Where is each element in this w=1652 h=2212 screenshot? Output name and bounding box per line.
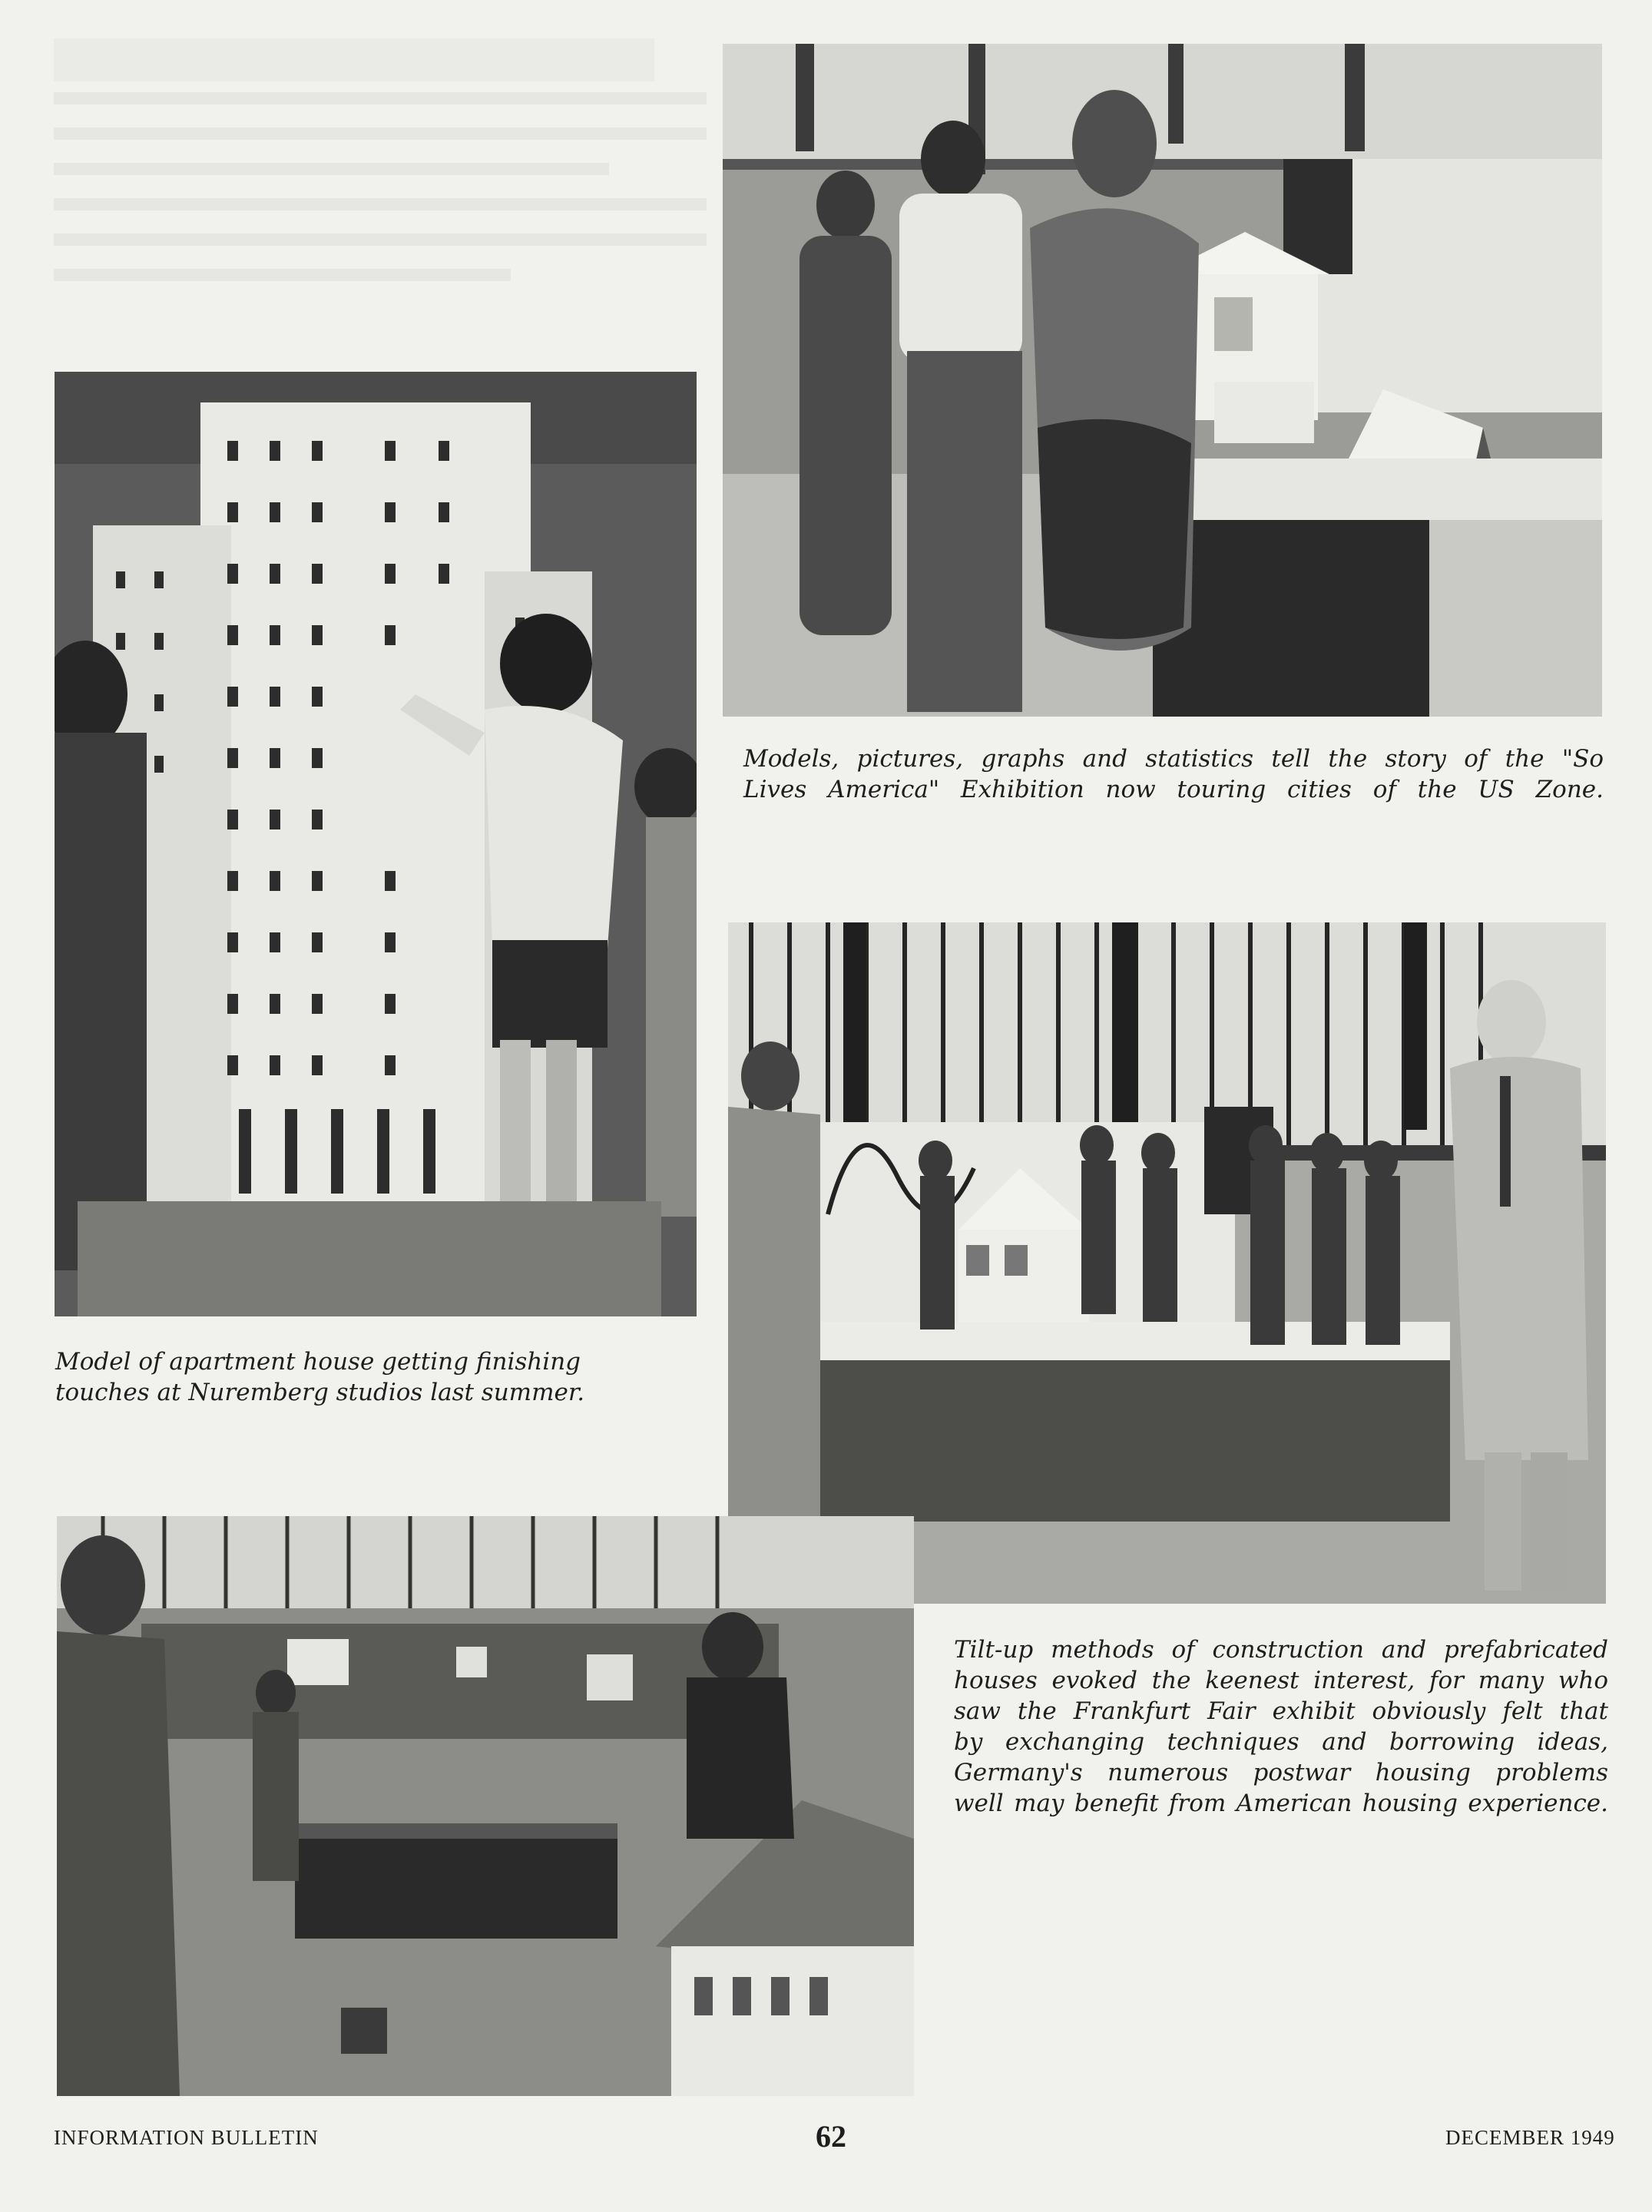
frankfurt-caption — [954, 1634, 1608, 1819]
exhibition-caption — [743, 743, 1604, 805]
exhibition-visitors-photo — [723, 44, 1602, 717]
frankfurt-fair-photo — [728, 922, 1606, 1604]
footer-date: DECEMBER 1949 — [1445, 2126, 1615, 2149]
apartment-model-photo — [55, 372, 697, 1316]
frankfurt-caption-line: well may benefit from American housing experience. — [954, 1790, 1608, 1817]
footer-publication: INFORMATION BULLETIN — [54, 2126, 319, 2149]
footer-page-number: 62 — [816, 2119, 846, 2154]
frankfurt-caption-line: saw the Frankfurt Fair exhibit obviously felt that — [954, 1697, 1608, 1725]
frankfurt-caption-line: Germany's numerous postwar housing problems — [954, 1759, 1608, 1786]
frankfurt-caption-line: Tilt-up methods of construction and prefabricated — [954, 1636, 1608, 1664]
exhibition-caption-line: Lives America" Exhibition now touring cities of the US Zone. — [743, 776, 1604, 803]
apartment-caption — [55, 1346, 639, 1408]
frankfurt-caption-line: houses evoked the keenest interest, for many who — [954, 1667, 1608, 1694]
apartment-caption-line: Model of apartment house getting finishing — [55, 1348, 581, 1376]
outdoor-model-photo — [57, 1516, 914, 2096]
show-through-texture — [54, 38, 707, 361]
frankfurt-caption-line: by exchanging techniques and borrowing ideas, — [954, 1728, 1608, 1756]
exhibition-caption-line: Models, pictures, graphs and statistics tell the story of the "So — [743, 745, 1604, 773]
apartment-caption-line: touches at Nuremberg studios last summer. — [55, 1379, 585, 1406]
